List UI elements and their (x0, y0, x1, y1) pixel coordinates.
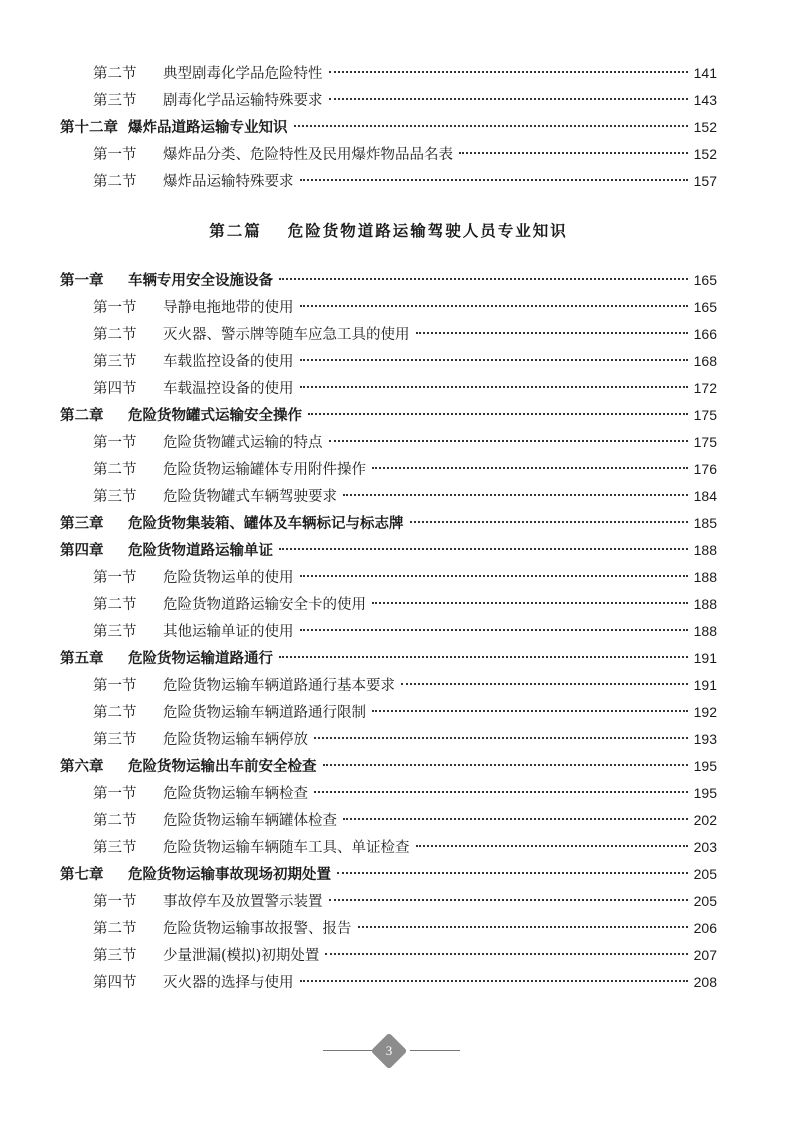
toc-chapter-row[interactable] (60, 510, 717, 537)
toc-entry-number: 第四节 (93, 381, 137, 397)
toc-section-row[interactable] (60, 87, 717, 114)
dot-leader (300, 575, 689, 577)
toc-page-number: 188 (693, 596, 717, 612)
toc-entry-number: 第二节 (93, 327, 137, 343)
toc-entry-title: 危险货物罐式运输安全操作 (128, 408, 302, 424)
footer-rule-left (323, 1050, 373, 1051)
toc-page-number: 175 (693, 407, 717, 423)
toc-section-row[interactable] (60, 888, 717, 915)
dot-leader (401, 683, 688, 685)
toc-page-number: 188 (693, 623, 717, 639)
dot-leader (343, 818, 688, 820)
dot-leader (329, 440, 689, 442)
toc-entry-title: 危险货物运输车辆随车工具、单证检查 (163, 840, 410, 856)
toc-page-number: 208 (693, 974, 717, 990)
dot-leader (279, 548, 688, 550)
toc-entry-number: 第一节 (93, 894, 137, 910)
toc-entry-title: 危险货物道路运输安全卡的使用 (163, 597, 366, 613)
toc-entry-number: 第三节 (93, 354, 137, 370)
toc-entry-number: 第三节 (93, 624, 137, 640)
toc-entry-title: 危险货物运输事故报警、报告 (163, 921, 352, 937)
dot-leader (294, 125, 689, 127)
dot-leader (358, 926, 689, 928)
part-heading (60, 195, 717, 267)
toc-entry-title: 危险货物运输道路通行 (128, 651, 273, 667)
toc-entry-number: 第一节 (93, 300, 137, 316)
toc-section-row[interactable] (60, 60, 717, 87)
toc-page-number: 166 (693, 326, 717, 342)
dot-leader (308, 413, 688, 415)
toc-page-number: 165 (693, 272, 717, 288)
toc-group-top (60, 60, 717, 195)
toc-page-number: 205 (693, 866, 717, 882)
toc-entry-title: 典型剧毒化学品危险特性 (163, 66, 323, 82)
toc-page-number: 193 (693, 731, 717, 747)
toc-entry-number: 第二节 (93, 813, 137, 829)
dot-leader (416, 332, 689, 334)
toc-page-number: 188 (693, 569, 717, 585)
toc-page-number: 152 (693, 146, 717, 162)
toc-page-number: 203 (693, 839, 717, 855)
toc-entry-title: 车载监控设备的使用 (163, 354, 294, 370)
table-of-contents (60, 60, 717, 996)
toc-entry-title: 危险货物罐式车辆驾驶要求 (163, 489, 337, 505)
dot-leader (459, 152, 688, 154)
toc-page-number: 143 (693, 92, 717, 108)
dot-leader (300, 359, 689, 361)
toc-entry-title: 危险货物运输事故现场初期处置 (128, 867, 331, 883)
dot-leader (343, 494, 688, 496)
toc-page-number: 188 (693, 542, 717, 558)
dot-leader (300, 386, 689, 388)
toc-entry-number: 第三节 (93, 732, 137, 748)
toc-entry-title: 危险货物运输车辆道路通行限制 (163, 705, 366, 721)
dot-leader (300, 179, 689, 181)
toc-section-row[interactable] (60, 807, 717, 834)
toc-entry-number: 第三节 (93, 93, 137, 109)
dot-leader (323, 764, 689, 766)
toc-entry-title: 危险货物集装箱、罐体及车辆标记与标志牌 (128, 516, 404, 532)
dot-leader (300, 305, 689, 307)
toc-entry-title: 危险货物运输出车前安全检查 (128, 759, 317, 775)
toc-page-number: 195 (693, 785, 717, 801)
toc-entry-title: 灭火器的选择与使用 (163, 975, 294, 991)
toc-entry-title: 危险货物运输罐体专用附件操作 (163, 462, 366, 478)
toc-section-row[interactable] (60, 429, 717, 456)
toc-chapter-row[interactable] (60, 267, 717, 294)
dot-leader (300, 629, 689, 631)
dot-leader (329, 71, 689, 73)
toc-section-row[interactable] (60, 483, 717, 510)
toc-entry-title: 车载温控设备的使用 (163, 381, 294, 397)
toc-section-row[interactable] (60, 618, 717, 645)
page-footer (0, 1036, 790, 1066)
toc-section-row[interactable] (60, 834, 717, 861)
toc-page-number: 152 (693, 119, 717, 135)
toc-section-row[interactable] (60, 942, 717, 969)
toc-entry-title: 事故停车及放置警示装置 (163, 894, 323, 910)
toc-page-number: 176 (693, 461, 717, 477)
toc-page-number: 202 (693, 812, 717, 828)
toc-section-row[interactable] (60, 348, 717, 375)
toc-section-row[interactable] (60, 780, 717, 807)
toc-section-row[interactable] (60, 915, 717, 942)
toc-page-number: 206 (693, 920, 717, 936)
dot-leader (329, 899, 689, 901)
toc-entry-number: 第一节 (93, 147, 137, 163)
part-number: 第二篇 (209, 221, 262, 240)
toc-section-row[interactable] (60, 564, 717, 591)
toc-section-row[interactable] (60, 168, 717, 195)
toc-entry-title: 车辆专用安全设施设备 (128, 273, 273, 289)
toc-page-number: 175 (693, 434, 717, 450)
toc-page-number: 191 (693, 650, 717, 666)
toc-entry-title: 剧毒化学品运输特殊要求 (163, 93, 323, 109)
toc-page-number: 207 (693, 947, 717, 963)
toc-page-number: 191 (693, 677, 717, 693)
toc-entry-number: 第二节 (93, 174, 137, 190)
toc-page-number: 172 (693, 380, 717, 396)
toc-entry-title: 爆炸品道路运输专业知识 (128, 120, 288, 136)
dot-leader (372, 710, 688, 712)
toc-page-number: 185 (693, 515, 717, 531)
toc-entry-title: 灭火器、警示牌等随车应急工具的使用 (163, 327, 410, 343)
toc-entry-title: 危险货物运输车辆停放 (163, 732, 308, 748)
toc-section-row[interactable] (60, 375, 717, 402)
toc-entry-title: 导静电拖地带的使用 (163, 300, 294, 316)
dot-leader (279, 656, 688, 658)
toc-chapter-row[interactable] (60, 645, 717, 672)
toc-page-number: 165 (693, 299, 717, 315)
toc-entry-number: 第五章 (60, 651, 104, 667)
toc-entry-title: 少量泄漏(模拟)初期处置 (163, 948, 320, 964)
toc-entry-number: 第二章 (60, 408, 104, 424)
dot-leader (314, 791, 688, 793)
toc-entry-number: 第二节 (93, 462, 137, 478)
toc-section-row[interactable] (60, 141, 717, 168)
toc-entry-number: 第一节 (93, 435, 137, 451)
toc-section-row[interactable] (60, 591, 717, 618)
toc-entry-number: 第三节 (93, 489, 137, 505)
dot-leader (325, 953, 688, 955)
dot-leader (337, 872, 688, 874)
toc-section-row[interactable] (60, 969, 717, 996)
toc-entry-title: 危险货物道路运输单证 (128, 543, 273, 559)
toc-page-number: 141 (693, 65, 717, 81)
toc-section-row[interactable] (60, 456, 717, 483)
toc-entry-number: 第一章 (60, 273, 104, 289)
toc-entry-title: 危险货物运输车辆检查 (163, 786, 308, 802)
toc-entry-number: 第四章 (60, 543, 104, 559)
toc-entry-number: 第一节 (93, 570, 137, 586)
dot-leader (410, 521, 689, 523)
dot-leader (416, 845, 689, 847)
toc-entry-number: 第三节 (93, 948, 137, 964)
toc-entry-number: 第一节 (93, 786, 137, 802)
toc-entry-number: 第六章 (60, 759, 104, 775)
toc-entry-number: 第三节 (93, 840, 137, 856)
dot-leader (314, 737, 688, 739)
toc-section-row[interactable] (60, 699, 717, 726)
toc-entry-number: 第二节 (93, 705, 137, 721)
toc-entry-title: 危险货物运输车辆道路通行基本要求 (163, 678, 395, 694)
dot-leader (372, 467, 688, 469)
toc-entry-title: 爆炸品运输特殊要求 (163, 174, 294, 190)
toc-entry-number: 第十二章 (60, 120, 118, 136)
toc-entry-number: 第四节 (93, 975, 137, 991)
toc-page-number: 192 (693, 704, 717, 720)
toc-page-number: 168 (693, 353, 717, 369)
toc-page-number: 184 (693, 488, 717, 504)
toc-entry-title: 爆炸品分类、危险特性及民用爆炸物品品名表 (163, 147, 453, 163)
toc-entry-number: 第三章 (60, 516, 104, 532)
toc-entry-title: 危险货物罐式运输的特点 (163, 435, 323, 451)
footer-rule-right (410, 1050, 460, 1051)
dot-leader (300, 980, 689, 982)
toc-entry-number: 第二节 (93, 921, 137, 937)
page-number: 3 (385, 1043, 393, 1058)
toc-section-row[interactable] (60, 726, 717, 753)
toc-entry-number: 第七章 (60, 867, 104, 883)
toc-section-row[interactable] (60, 294, 717, 321)
toc-chapter-row[interactable] (60, 753, 717, 780)
toc-page-number: 205 (693, 893, 717, 909)
dot-leader (329, 98, 689, 100)
toc-chapter-row[interactable] (60, 114, 717, 141)
toc-chapter-row[interactable] (60, 402, 717, 429)
toc-entry-number: 第二节 (93, 597, 137, 613)
toc-page-number: 157 (693, 173, 717, 189)
toc-entry-number: 第二节 (93, 66, 137, 82)
toc-group-bottom (60, 267, 717, 996)
dot-leader (279, 278, 688, 280)
toc-chapter-row[interactable] (60, 537, 717, 564)
toc-page-number: 195 (693, 758, 717, 774)
toc-entry-title: 危险货物运输车辆罐体检查 (163, 813, 337, 829)
toc-chapter-row[interactable] (60, 861, 717, 888)
toc-section-row[interactable] (60, 321, 717, 348)
dot-leader (372, 602, 688, 604)
toc-entry-title: 其他运输单证的使用 (163, 624, 294, 640)
toc-entry-title: 危险货物运单的使用 (163, 570, 294, 586)
toc-entry-number: 第一节 (93, 678, 137, 694)
part-title: 危险货物道路运输驾驶人员专业知识 (287, 221, 568, 240)
toc-section-row[interactable] (60, 672, 717, 699)
